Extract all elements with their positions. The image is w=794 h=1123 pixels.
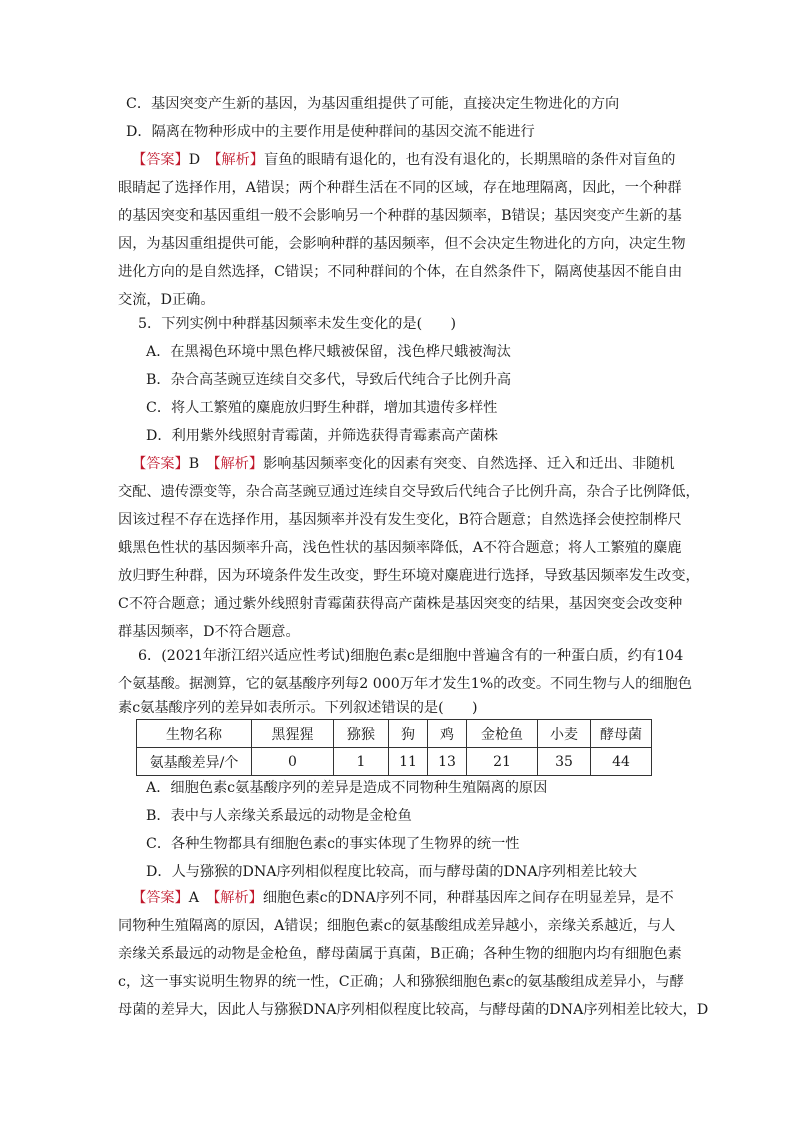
table-cell: 44 — [591, 748, 652, 776]
q6-stem-line: 素c氨基酸序列的差异如表所示。下列叙述错误的是( ) — [118, 700, 478, 716]
explanation-text: 细胞色素c的DNA序列不同，种群基因库之间存在明显差异，是不 — [262, 890, 674, 906]
explanation-text: 盲鱼的眼睛有退化的，也有没有退化的，长期黑暗的条件对盲鱼的 — [264, 152, 676, 168]
q6-option-d: D．人与猕猴的DNA序列相似程度比较高，而与酵母菌的DNA序列相差比较大 — [146, 864, 637, 880]
answer-tag: 【答案】 — [132, 152, 189, 168]
q5-stem: 5．下列实例中种群基因频率未发生变化的是( ) — [138, 316, 457, 332]
answer-tag: 【答案】 — [132, 890, 189, 906]
explanation-line: 交流，D正确。 — [118, 292, 215, 308]
explanation-tag: 【解析】 — [213, 890, 263, 906]
explanation-tag: 【解析】 — [214, 152, 264, 168]
explanation-line: 因该过程不存在选择作用，基因频率并没有发生变化，B符合题意；自然选择会使控制桦尺 — [118, 512, 682, 528]
q5-option-a: A．在黑褐色环境中黑色桦尺蛾被保留，浅色桦尺蛾被淘汰 — [146, 344, 511, 360]
q4-answer-line — [132, 150, 675, 170]
q6-stem-line: 个氨基酸。据测算，它的氨基酸序列每2 000万年才发生1%的改变。不同生物与人的细胞色 — [118, 676, 692, 692]
table-cell: 氨基酸差异/个 — [137, 748, 252, 776]
q6-option-a: A．细胞色素c氨基酸序列的差异是造成不同物种生殖隔离的原因 — [146, 780, 548, 796]
answer-letter: B — [188, 456, 200, 472]
q5-option-d: D．利用紫外线照射青霉菌，并筛选获得青霉素高产菌株 — [146, 428, 498, 444]
table-cell: 13 — [428, 748, 467, 776]
table-header-row — [137, 720, 652, 748]
q4-option-d: D．隔离在物种形成中的主要作用是使种群间的基因交流不能进行 — [126, 124, 535, 140]
explanation-line: 群基因频率，D不符合题意。 — [118, 624, 300, 640]
table-cell: 35 — [538, 748, 591, 776]
q6-option-c: C．各种生物都具有细胞色素c的事实体现了生物界的统一性 — [146, 836, 520, 852]
explanation-line: 的基因突变和基因重组一般不会影响另一个种群的基因频率，B错误；基因突变产生新的基 — [118, 208, 682, 224]
q5-option-c: C．将人工繁殖的麋鹿放归野生种群，增加其遗传多样性 — [146, 400, 498, 416]
explanation-line: 亲缘关系最远的动物是金枪鱼，酵母菌属于真菌，B正确；各种生物的细胞内均有细胞色素 — [118, 946, 682, 962]
explanation-line: 眼睛起了选择作用，A错误；两个种群生活在不同的区域，存在地理隔离，因此，一个种群 — [118, 180, 682, 196]
table-row — [137, 748, 652, 776]
q4-option-c: C．基因突变产生新的基因，为基因重组提供了可能，直接决定生物进化的方向 — [126, 96, 620, 112]
explanation-line: C不符合题意；通过紫外线照射青霉菌获得高产菌株是基因突变的结果，基因突变会改变种 — [118, 596, 683, 612]
explanation-line: 母菌的差异大，因此人与猕猴DNA序列相似程度比较高，与酵母菌的DNA序列相差比较大，D — [118, 1002, 709, 1018]
q5-answer-line — [132, 454, 675, 474]
table-header-cell: 小麦 — [538, 720, 591, 748]
table-header-cell: 猕猴 — [334, 720, 389, 748]
explanation-line: 因，为基因重组提供可能，会影响种群的基因频率，但不会决定生物进化的方向，决定生物 — [118, 236, 686, 252]
table-cell: 11 — [389, 748, 428, 776]
table-cell: 21 — [467, 748, 538, 776]
explanation-text: 影响基因频率变化的因素有突变、自然选择、迁入和迁出、非随机 — [263, 456, 675, 472]
explanation-line: 交配、遗传漂变等，杂合高茎豌豆通过连续自交导致后代纯合子比例升高，杂合子比例降低， — [118, 484, 700, 500]
table-header-cell: 金枪鱼 — [467, 720, 538, 748]
table-cell: 0 — [252, 748, 334, 776]
explanation-tag: 【解析】 — [213, 456, 264, 472]
table-header-cell: 鸡 — [428, 720, 467, 748]
table-header-cell: 生物名称 — [137, 720, 252, 748]
explanation-line: 同物种生殖隔离的原因，A错误；细胞色素c的氨基酸组成差异越小，亲缘关系越近，与人 — [118, 918, 676, 934]
answer-tag: 【答案】 — [132, 456, 189, 472]
explanation-line: 放归野生种群，因为环境条件发生改变，野生环境对麋鹿进行选择，导致基因频率发生改变， — [118, 568, 700, 584]
table-header-cell: 酵母菌 — [591, 720, 652, 748]
q5-option-b: B．杂合高茎豌豆连续自交多代，导致后代纯合子比例升高 — [146, 372, 512, 388]
table-header-cell: 黑猩猩 — [252, 720, 334, 748]
table-header-cell: 狗 — [389, 720, 428, 748]
q6-option-b: B．表中与人亲缘关系最远的动物是金枪鱼 — [146, 808, 412, 824]
answer-letter: D — [188, 152, 201, 168]
explanation-line: c，这一事实说明生物界的统一性，C正确；人和猕猴细胞色素c的氨基酸组成差异小，与酵 — [118, 974, 684, 990]
explanation-line: 蛾黑色性状的基因频率升高，浅色性状的基因频率降低，A不符合题意；将人工繁殖的麋鹿 — [118, 540, 682, 556]
q6-answer-line — [132, 888, 674, 908]
explanation-line: 进化方向的是自然选择，C错误；不同种群间的个体，在自然条件下，隔离使基因不能自由 — [118, 264, 683, 280]
answer-letter: A — [188, 890, 200, 906]
cytochrome-c-table — [136, 719, 652, 776]
q6-stem-line: 6．(2021年浙江绍兴适应性考试)细胞色素c是细胞中普遍含有的一种蛋白质，约有104 — [138, 648, 684, 664]
table-cell: 1 — [334, 748, 389, 776]
